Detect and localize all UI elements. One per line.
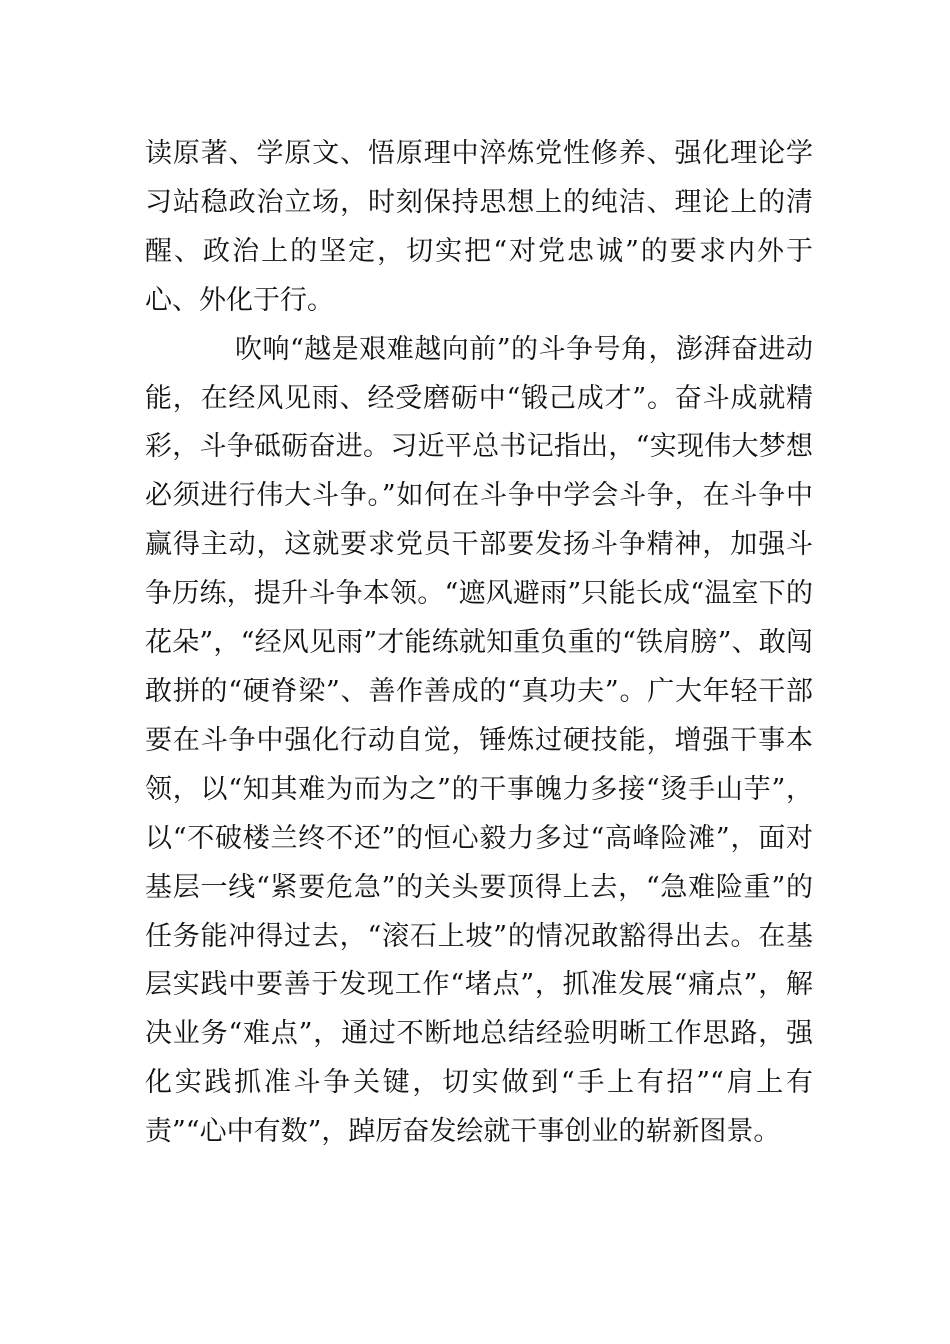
paragraph-struggle: 吹响“越是艰难越向前”的斗争号角，澎湃奋进动能，在经风见雨、经受磨砺中“锻己成才”。奋斗成就精彩，斗争砥砺奋进。习近平总书记指出，“实现伟大梦想必须进行伟大斗争。”如何在斗争中学会斗争，在斗争中赢得主动，这就要求党员干部要发扬斗争精神，加强斗争历练，提升斗争本领。“遮风避雨”只能长成“温室下的花朵”，“经风见雨”才能练就知重负重的“铁肩膀”、敢闯敢拼的“硬脊梁”、善作善成的“真功夫”。广大年轻干部要在斗争中强化行动自觉，锤炼过硬技能，增强干事本领，以“知其难为而为之”的干事魄力多接“烫手山芋”，以“不破楼兰终不还”的恒心毅力多过“高峰险滩”，面对基层一线“紧要危急”的关头要顶得上去，“急难险重”的任务能冲得过去，“滚石上坡”的情况敢豁得出去。在基层实践中要善于发现工作“堵点”，抓准发展“痛点”，解决业务“难点”，通过不断地总结经验明晰工作思路，强化实践抓准斗争关键，切实做到“手上有招”“肩上有责”“心中有数”，踔厉奋发绘就干事创业的崭新图景。 [145, 333, 813, 1148]
document-body [145, 130, 813, 1157]
paragraph-continued: 读原著、学原文、悟原理中淬炼党性修养、强化理论学习站稳政治立场，时刻保持思想上的纯洁、理论上的清醒、政治上的坚定，切实把“对党忠诚”的要求内外于心、外化于行。 [145, 138, 813, 316]
